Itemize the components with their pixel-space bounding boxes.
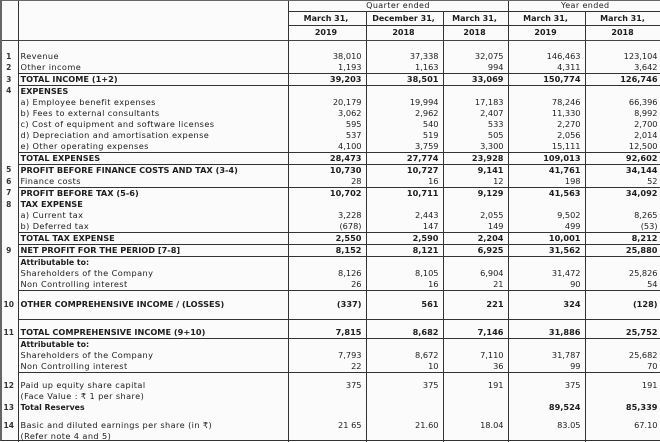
value-cell: 8,105: [366, 268, 443, 279]
value-cell: 99: [508, 361, 585, 373]
value-cell: [508, 391, 585, 402]
value-cell: 89,524: [508, 402, 585, 413]
row-number: [0, 232, 18, 244]
row-number: [0, 141, 18, 153]
value-cell: 2,443: [366, 210, 443, 221]
value-cell: 83.05: [508, 420, 585, 431]
value-cell: 2,962: [366, 108, 443, 119]
value-cell: 26: [288, 279, 366, 291]
row-number: [0, 152, 18, 164]
value-cell: [366, 391, 443, 402]
col-year-y1: 2019: [508, 26, 585, 41]
row-number: [0, 350, 18, 361]
row-label: OTHER COMPREHENSIVE INCOME / (LOSSES): [18, 298, 288, 312]
value-cell: 2,204: [443, 232, 508, 244]
value-cell: 37,338: [366, 51, 443, 62]
value-cell: 12: [443, 176, 508, 188]
group-quarter-ended: Quarter ended: [288, 0, 508, 12]
row-label: PROFIT BEFORE FINANCE COSTS AND TAX (3-4): [18, 164, 288, 176]
row-label: TOTAL TAX EXPENSE: [18, 232, 288, 244]
value-cell: 21.60: [366, 420, 443, 431]
row-label: c) Cost of equipment and software licenses: [18, 119, 288, 130]
value-cell: [443, 338, 508, 350]
value-cell: (678): [288, 221, 366, 233]
col-header-y2: March 31,: [585, 12, 660, 26]
value-cell: 66,396: [585, 97, 660, 108]
table-row-reserves: [0, 402, 660, 413]
row-number: [0, 256, 18, 268]
row-label: (Face Value : ₹ 1 per share): [18, 391, 288, 402]
table-row-fees: [0, 108, 660, 119]
value-cell: 561: [366, 298, 443, 312]
value-cell: 10,727: [366, 164, 443, 176]
value-cell: 8,672: [366, 350, 443, 361]
value-cell: 191: [443, 380, 508, 391]
row-label: Non Controlling interest: [18, 279, 288, 291]
value-cell: 67.10: [585, 420, 660, 431]
row-label: Basic and diluted earnings per share (in ₹): [18, 420, 288, 431]
row-number: [0, 268, 18, 279]
row-number: 10: [3, 300, 14, 309]
value-cell: 150,774: [508, 73, 585, 85]
value-cell: [366, 338, 443, 350]
row-label: TOTAL INCOME (1+2): [18, 73, 288, 85]
value-cell: 8,212: [585, 232, 660, 244]
value-cell: 23,928: [443, 152, 508, 164]
value-cell: 38,010: [288, 51, 366, 62]
value-cell: 54: [585, 279, 660, 291]
row-label: PROFIT BEFORE TAX (5-6): [18, 187, 288, 199]
value-cell: [443, 85, 508, 97]
value-cell: 90: [508, 279, 585, 291]
row-label: (Refer note 4 and 5): [18, 431, 288, 442]
table-row-eps: [0, 420, 660, 431]
value-cell: 499: [508, 221, 585, 233]
value-cell: 34,092: [585, 187, 660, 199]
value-cell: 25,752: [585, 327, 660, 339]
value-cell: 2,550: [288, 232, 366, 244]
col-year-y2: 2018: [585, 26, 660, 41]
value-cell: 28: [288, 176, 366, 188]
header-col-row-2: [0, 26, 660, 41]
row-number: 7: [6, 188, 12, 198]
value-cell: 1,193: [288, 62, 366, 74]
value-cell: [508, 338, 585, 350]
spacer-row: [0, 319, 660, 327]
row-number: 12: [3, 380, 14, 390]
value-cell: 19,994: [366, 97, 443, 108]
table-row-face: [0, 391, 660, 402]
table-row-attr1: [0, 256, 660, 268]
value-cell: 6,904: [443, 268, 508, 279]
value-cell: [508, 256, 585, 268]
value-cell: 21 65: [288, 420, 366, 431]
spacer-row: [0, 372, 660, 380]
row-number: 5: [6, 165, 12, 175]
col-year-q3: 2018: [443, 26, 508, 41]
value-cell: [288, 391, 366, 402]
table-row-total-tax: [0, 232, 660, 244]
row-number: 3: [6, 74, 12, 84]
table-row-other-exp: [0, 141, 660, 153]
row-label: Shareholders of the Company: [18, 350, 288, 361]
row-label: a) Employee benefit expenses: [18, 97, 288, 108]
table-row-nci2: [0, 361, 660, 373]
value-cell: 31,787: [508, 350, 585, 361]
value-cell: 2,270: [508, 119, 585, 130]
row-label: TOTAL EXPENSES: [18, 152, 288, 164]
row-number: [0, 338, 18, 350]
value-cell: [508, 85, 585, 97]
table-row-revenue: [0, 51, 660, 62]
value-cell: 519: [366, 130, 443, 141]
value-cell: 41,761: [508, 164, 585, 176]
table-row-deferred-tax: [0, 221, 660, 233]
value-cell: 3,300: [443, 141, 508, 153]
value-cell: 3,062: [288, 108, 366, 119]
row-number: [0, 361, 18, 373]
value-cell: 25,682: [585, 350, 660, 361]
value-cell: 537: [288, 130, 366, 141]
value-cell: 85,339: [585, 402, 660, 413]
value-cell: [288, 256, 366, 268]
row-number: 4: [6, 86, 12, 96]
row-number: [0, 210, 18, 221]
value-cell: 3,642: [585, 62, 660, 74]
table-row-oci: [0, 298, 660, 312]
row-label: Attributable to:: [18, 256, 288, 268]
row-label: Finance costs: [18, 176, 288, 188]
table-row-tci: [0, 327, 660, 339]
value-cell: 52: [585, 176, 660, 188]
value-cell: 6,925: [443, 244, 508, 256]
value-cell: 17,183: [443, 97, 508, 108]
value-cell: 505: [443, 130, 508, 141]
value-cell: 11,330: [508, 108, 585, 119]
value-cell: [366, 402, 443, 413]
value-cell: 92,602: [585, 152, 660, 164]
value-cell: 1,163: [366, 62, 443, 74]
value-cell: 2,056: [508, 130, 585, 141]
value-cell: [366, 85, 443, 97]
value-cell: 22: [288, 361, 366, 373]
value-cell: [366, 256, 443, 268]
col-year-q1: 2019: [288, 26, 366, 41]
value-cell: 16: [366, 279, 443, 291]
row-number: 13: [3, 402, 14, 412]
value-cell: 10,711: [366, 187, 443, 199]
value-cell: 2,014: [585, 130, 660, 141]
row-number: [0, 119, 18, 130]
value-cell: 146,463: [508, 51, 585, 62]
table-row-total-income: [0, 73, 660, 85]
value-cell: 149: [443, 221, 508, 233]
row-number: 2: [6, 62, 12, 72]
value-cell: 39,203: [288, 73, 366, 85]
col-header-q1: March 31,: [288, 12, 366, 26]
value-cell: 4,100: [288, 141, 366, 153]
row-label: Attributable to:: [18, 338, 288, 350]
table-row-expenses: [0, 85, 660, 97]
value-cell: [443, 199, 508, 210]
value-cell: 3,228: [288, 210, 366, 221]
value-cell: [288, 85, 366, 97]
col-header-q3: March 31,: [443, 12, 508, 26]
row-label: Other income: [18, 62, 288, 74]
group-year-ended: Year ended: [508, 0, 660, 12]
col-header-y1: March 31,: [508, 12, 585, 26]
value-cell: 2,407: [443, 108, 508, 119]
value-cell: (337): [288, 298, 366, 312]
table-row-current-tax: [0, 210, 660, 221]
value-cell: 33,069: [443, 73, 508, 85]
value-cell: 38,501: [366, 73, 443, 85]
value-cell: 36: [443, 361, 508, 373]
value-cell: 41,563: [508, 187, 585, 199]
table-row-sh1: [0, 268, 660, 279]
value-cell: 28,473: [288, 152, 366, 164]
value-cell: 595: [288, 119, 366, 130]
row-number: [0, 97, 18, 108]
value-cell: [585, 199, 660, 210]
value-cell: 32,075: [443, 51, 508, 62]
row-number: [0, 130, 18, 141]
value-cell: 123,104: [585, 51, 660, 62]
row-label: a) Current tax: [18, 210, 288, 221]
spacer-row: [0, 312, 660, 320]
row-number: [0, 279, 18, 291]
value-cell: 10: [366, 361, 443, 373]
value-cell: [443, 391, 508, 402]
row-number: 9: [6, 245, 12, 255]
table-body: [0, 40, 660, 442]
row-label: Paid up equity share capital: [18, 380, 288, 391]
value-cell: 8,152: [288, 244, 366, 256]
table-row-equipment: [0, 119, 660, 130]
value-cell: 375: [366, 380, 443, 391]
table-row-depreciation: [0, 130, 660, 141]
row-label: TOTAL COMPREHENSIVE INCOME (9+10): [18, 327, 288, 339]
value-cell: 2,590: [366, 232, 443, 244]
row-number: 11: [3, 327, 14, 337]
row-label: Non Controlling interest: [18, 361, 288, 373]
value-cell: 20,179: [288, 97, 366, 108]
row-number: 8: [6, 199, 12, 209]
value-cell: 540: [366, 119, 443, 130]
value-cell: [585, 256, 660, 268]
value-cell: [288, 199, 366, 210]
value-cell: 533: [443, 119, 508, 130]
value-cell: 25,826: [585, 268, 660, 279]
value-cell: 18.04: [443, 420, 508, 431]
header-group-row: [0, 0, 660, 12]
row-number: 14: [3, 420, 14, 430]
value-cell: 375: [288, 380, 366, 391]
value-cell: 70: [585, 361, 660, 373]
value-cell: [366, 199, 443, 210]
value-cell: 9,141: [443, 164, 508, 176]
value-cell: 4,311: [508, 62, 585, 74]
col-header-q2: December 31,: [366, 12, 443, 26]
value-cell: 8,126: [288, 268, 366, 279]
value-cell: [585, 85, 660, 97]
row-label: d) Depreciation and amortisation expense: [18, 130, 288, 141]
value-cell: 7,793: [288, 350, 366, 361]
value-cell: (53): [585, 221, 660, 233]
table-row-nci1: [0, 279, 660, 291]
value-cell: 3,759: [366, 141, 443, 153]
value-cell: 31,562: [508, 244, 585, 256]
value-cell: 21: [443, 279, 508, 291]
row-label: Total Reserves: [18, 402, 288, 413]
row-number: 6: [6, 176, 12, 186]
value-cell: 324: [508, 298, 585, 312]
value-cell: 198: [508, 176, 585, 188]
row-label: b) Fees to external consultants: [18, 108, 288, 119]
row-label: Revenue: [18, 51, 288, 62]
value-cell: 7,110: [443, 350, 508, 361]
value-cell: 8,265: [585, 210, 660, 221]
row-label: NET PROFIT FOR THE PERIOD [7-8]: [18, 244, 288, 256]
value-cell: 221: [443, 298, 508, 312]
value-cell: 191: [585, 380, 660, 391]
value-cell: 9,502: [508, 210, 585, 221]
table-row-pbt: [0, 187, 660, 199]
value-cell: [288, 338, 366, 350]
value-cell: [585, 391, 660, 402]
row-label: TAX EXPENSE: [18, 199, 288, 210]
row-label: e) Other operating expenses: [18, 141, 288, 153]
table-row-other-income: [0, 62, 660, 74]
value-cell: 994: [443, 62, 508, 74]
value-cell: 7,815: [288, 327, 366, 339]
value-cell: 34,144: [585, 164, 660, 176]
row-number: [0, 108, 18, 119]
value-cell: 126,746: [585, 73, 660, 85]
table-row-finance: [0, 176, 660, 188]
row-number: 1: [6, 51, 12, 61]
value-cell: 375: [508, 380, 585, 391]
value-cell: 31,886: [508, 327, 585, 339]
value-cell: 2,700: [585, 119, 660, 130]
value-cell: 10,702: [288, 187, 366, 199]
value-cell: 7,146: [443, 327, 508, 339]
value-cell: [288, 402, 366, 413]
spacer-row: [0, 290, 660, 298]
table-row-pbfct: [0, 164, 660, 176]
value-cell: 12,500: [585, 141, 660, 153]
value-cell: [508, 199, 585, 210]
value-cell: 31,472: [508, 268, 585, 279]
table-row-tax: [0, 199, 660, 210]
value-cell: [443, 256, 508, 268]
value-cell: 25,880: [585, 244, 660, 256]
header-col-row-1: [0, 12, 660, 26]
table-row-net-profit: [0, 244, 660, 256]
value-cell: [585, 338, 660, 350]
table-row-total-exp: [0, 152, 660, 164]
value-cell: 8,121: [366, 244, 443, 256]
value-cell: 27,774: [366, 152, 443, 164]
row-label: EXPENSES: [18, 85, 288, 97]
value-cell: 2,055: [443, 210, 508, 221]
table-row-equity: [0, 380, 660, 391]
value-cell: 147: [366, 221, 443, 233]
value-cell: 109,013: [508, 152, 585, 164]
value-cell: [443, 402, 508, 413]
row-number: [0, 391, 18, 402]
value-cell: 78,246: [508, 97, 585, 108]
value-cell: 10,730: [288, 164, 366, 176]
spacer-row: [0, 413, 660, 420]
value-cell: 9,129: [443, 187, 508, 199]
spacer-row: [0, 40, 660, 51]
table-row-employee: [0, 97, 660, 108]
row-label: b) Deferred tax: [18, 221, 288, 233]
table-row-attr2: [0, 338, 660, 350]
row-label: Shareholders of the Company: [18, 268, 288, 279]
table-row-sh2: [0, 350, 660, 361]
col-year-q2: 2018: [366, 26, 443, 41]
value-cell: 16: [366, 176, 443, 188]
value-cell: 10,001: [508, 232, 585, 244]
value-cell: (128): [585, 298, 660, 312]
row-number: [0, 221, 18, 233]
value-cell: 15,111: [508, 141, 585, 153]
value-cell: 8,682: [366, 327, 443, 339]
value-cell: 8,992: [585, 108, 660, 119]
